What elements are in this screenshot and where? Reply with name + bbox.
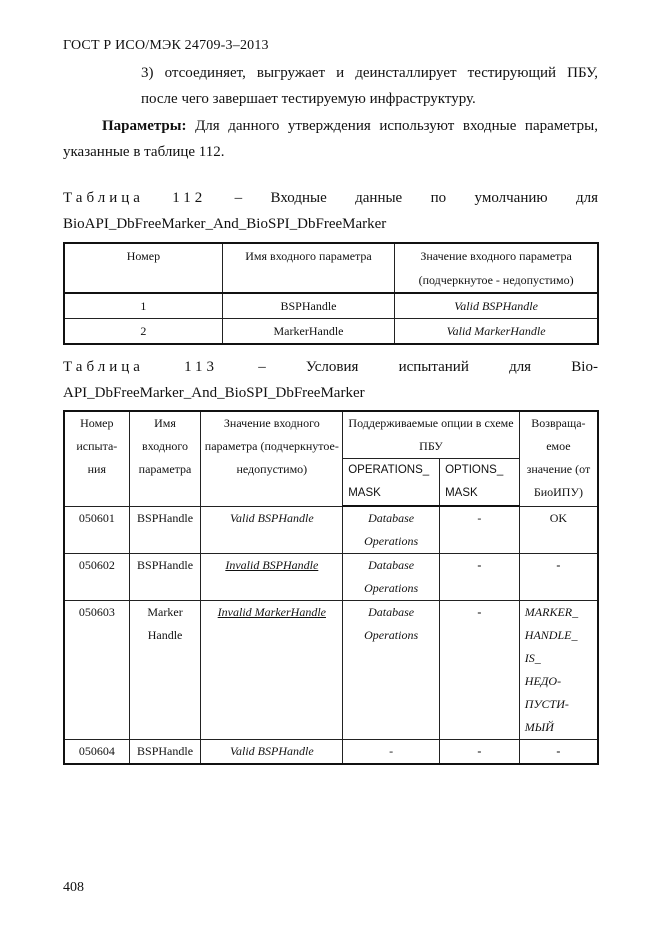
- caption-word: для: [575, 190, 598, 206]
- table-row: [64, 740, 598, 765]
- table-header-row: [64, 411, 598, 459]
- cell-value: Valid BSPHandle: [201, 506, 343, 554]
- header-cell: Имя входного параметра: [222, 243, 394, 293]
- caption-word: по: [430, 190, 447, 206]
- caption-word: 112: [172, 190, 207, 206]
- params-label: Параметры:: [102, 118, 187, 134]
- cell-name: BSPHandle: [129, 740, 201, 765]
- cell-return: OK: [519, 506, 598, 554]
- caption-word: –: [234, 190, 243, 206]
- cell-opt1: Database Operations: [343, 601, 440, 740]
- table-row: [64, 601, 598, 740]
- cell-return: MARKER_ HANDLE_ IS_ НЕДО-ПУСТИ-МЫЙ: [519, 601, 598, 740]
- table-row: [64, 554, 598, 601]
- params-paragraph: [102, 113, 598, 139]
- table-row: [64, 506, 598, 554]
- cell-num: 050601: [64, 506, 129, 554]
- table112-caption: [63, 185, 598, 237]
- cell-name: Marker Handle: [129, 601, 201, 740]
- header-cell: Номер: [64, 243, 222, 293]
- params-line2: указанные в таблице 112.: [63, 144, 225, 160]
- caption-word: Таблица: [63, 190, 144, 206]
- caption-word: Bio-: [571, 359, 598, 375]
- table-112: [63, 242, 599, 345]
- caption-word: Входные: [270, 190, 327, 206]
- table-113: [63, 410, 599, 765]
- table-header-row: [64, 243, 598, 293]
- cell-num: 050603: [64, 601, 129, 740]
- header-cell-name: Имя входного параметра: [129, 411, 201, 506]
- cell-return: -: [519, 740, 598, 765]
- caption-word: Условия: [305, 359, 359, 375]
- header-cell-return: Возвраща-емое значение (от БиоИПУ): [519, 411, 598, 506]
- cell-name: BSPHandle: [129, 506, 201, 554]
- caption-line2: API_DbFreeMarker_And_BioSPI_DbFreeMarker: [63, 385, 365, 401]
- caption-word: 113: [184, 359, 219, 375]
- caption-word: испытаний: [398, 359, 469, 375]
- cell-num: 050604: [64, 740, 129, 765]
- caption-word: данные: [355, 190, 403, 206]
- item3-line1: 3) отсоединяет, выгружает и деинсталлирует тестирующий ПБУ,: [141, 65, 598, 81]
- cell-opt1: Database Operations: [343, 554, 440, 601]
- cell: MarkerHandle: [222, 319, 394, 345]
- caption-word: умолчанию: [474, 190, 548, 206]
- cell-opt2: -: [440, 506, 520, 554]
- document-header: ГОСТ Р ИСО/МЭК 24709-3–2013: [63, 38, 269, 53]
- header-cell-value: Значение входного параметра (подчеркнутое-недопустимо): [201, 411, 343, 506]
- cell-value: Invalid BSPHandle: [201, 554, 343, 601]
- item3-line2: после чего завершает тестируемую инфраструктуру.: [141, 91, 476, 107]
- cell-opt1: -: [343, 740, 440, 765]
- cell-value: Valid BSPHandle: [201, 740, 343, 765]
- cell-opt2: -: [440, 554, 520, 601]
- cell: Valid BSPHandle: [395, 293, 598, 319]
- header-cell-opt1: OPERATIONS_ MASK: [343, 459, 440, 507]
- cell-opt2: -: [440, 740, 520, 765]
- cell-opt2: -: [440, 601, 520, 740]
- caption-word: для: [509, 359, 532, 375]
- cell-num: 050602: [64, 554, 129, 601]
- header-cell: Значение входного параметра (подчеркнутое - недопустимо): [395, 243, 598, 293]
- caption-word: –: [258, 359, 266, 375]
- table113-caption: [63, 354, 598, 406]
- caption-line2: BioAPI_DbFreeMarker_And_BioSPI_DbFreeMarker: [63, 216, 387, 232]
- caption-word: Таблица: [63, 359, 144, 375]
- table-row: [64, 319, 598, 345]
- header-cell-opt2: OPTIONS_ MASK: [440, 459, 520, 507]
- header-cell-options: Поддерживаемые опции в схеме ПБУ: [343, 411, 520, 459]
- header-cell-num: Номер испыта-ния: [64, 411, 129, 506]
- cell: 2: [64, 319, 222, 345]
- cell-opt1: Database Operations: [343, 506, 440, 554]
- cell-return: -: [519, 554, 598, 601]
- params-line1: Для данного утверждения используют входные параметры,: [186, 118, 598, 134]
- cell: Valid MarkerHandle: [395, 319, 598, 345]
- table-row: [64, 293, 598, 319]
- cell: BSPHandle: [222, 293, 394, 319]
- cell-name: BSPHandle: [129, 554, 201, 601]
- page-number: 408: [63, 880, 84, 895]
- cell: 1: [64, 293, 222, 319]
- cell-value: Invalid MarkerHandle: [201, 601, 343, 740]
